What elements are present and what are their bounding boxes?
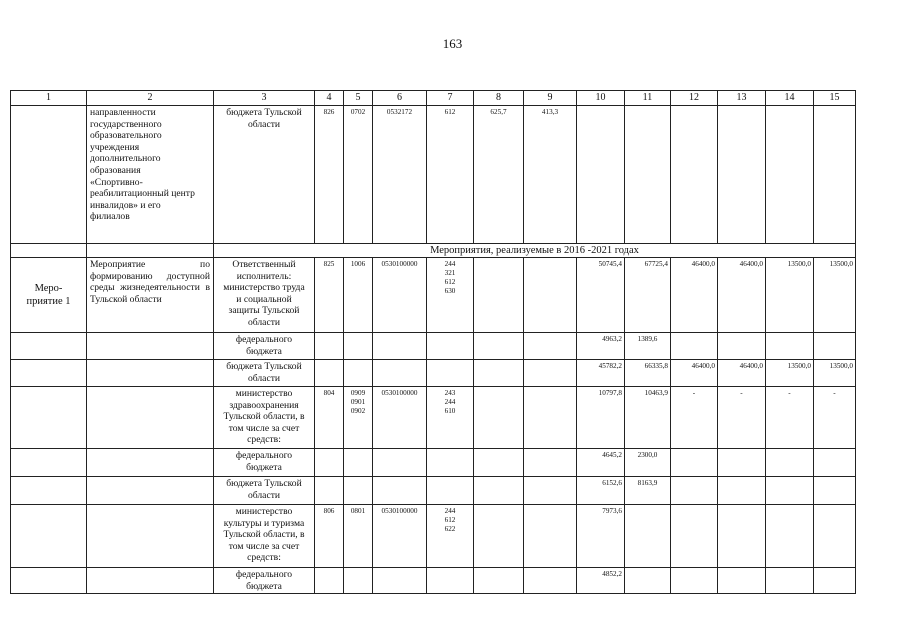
activity-description: Мероприятие по формированию доступной среды жизнедеятельности в Тульской области [87,258,214,333]
section-code: 0801 [344,505,373,568]
table-cell [718,333,766,360]
value-col-10: 45782,2 [577,360,625,387]
expense-type-code: 244 612 622 [427,505,474,568]
value-col-11: 66335,8 [625,360,671,387]
table-cell [427,568,474,594]
table-cell [87,449,214,477]
target-article-code: 0530100000 [373,258,427,333]
table-cell [427,360,474,387]
table-cell [315,477,344,505]
expense-type-code: 612 [427,106,474,244]
table-row [11,477,856,505]
table-cell [87,568,214,594]
funding-source: федерального бюджета [214,568,315,594]
table-cell [11,568,87,594]
table-cell [373,449,427,477]
expense-type-code: 244 321 612 630 [427,258,474,333]
co-executor: министерство культуры и туризма Тульской области, в том числе за счет средств: [214,505,315,568]
value-col-13: 46400,0 [718,258,766,333]
table-cell [344,449,373,477]
value-col-12: 46400,0 [671,360,718,387]
table-cell [87,387,214,449]
table-row [11,449,856,477]
table-cell [11,244,87,258]
table-cell [814,106,856,244]
table-cell [427,449,474,477]
responsible-executor: Ответственный исполнитель: министерство труда и социальной защиты Тульской области [214,258,315,333]
table-cell [814,505,856,568]
ministry-code: 804 [315,387,344,449]
table-cell [671,449,718,477]
table-cell [718,449,766,477]
column-number: 13 [718,91,766,106]
table-cell [671,333,718,360]
co-executor: министерство здравоохранения Тульской области, в том числе за счет средств: [214,387,315,449]
funding-source: бюджета Тульской области [214,106,315,244]
column-number: 6 [373,91,427,106]
column-number: 2 [87,91,214,106]
value-col-10: 4963,2 [577,333,625,360]
table-row [11,360,856,387]
column-number: 1 [11,91,87,106]
value-col-11: 10463,9 [625,387,671,449]
table-cell [373,477,427,505]
table-cell [474,258,524,333]
value-col-12: 46400,0 [671,258,718,333]
table-cell [87,244,214,258]
table-cell [344,477,373,505]
value-col-15: 13500,0 [814,258,856,333]
section-title: Мероприятия, реализуемые в 2016 -2021 годах [214,244,856,258]
table-cell [373,360,427,387]
table-cell [11,333,87,360]
target-article-code: 0532172 [373,106,427,244]
value-col-10: 4852,2 [577,568,625,594]
table-cell [11,449,87,477]
value-col-11: 2300,0 [625,449,671,477]
column-number: 11 [625,91,671,106]
table-cell [718,505,766,568]
table-cell [315,568,344,594]
value-col-10: 6152,6 [577,477,625,505]
table-cell [671,505,718,568]
value-col-14: - [766,387,814,449]
table-cell [671,568,718,594]
table-cell [577,106,625,244]
table-cell [718,568,766,594]
activity-label: Меро- приятие 1 [11,258,87,333]
column-number: 5 [344,91,373,106]
table-cell [474,360,524,387]
institution-description: направленности государственного образовательного учреждения дополнительного образования «Спортивно- реабилитационный центр инвалидов» и его филиалов [87,106,214,244]
table-cell [87,333,214,360]
section-code: 0702 [344,106,373,244]
section-row [11,244,856,258]
value-col-10: 50745,4 [577,258,625,333]
table-cell [718,106,766,244]
table-cell [344,568,373,594]
table-cell [524,387,577,449]
column-number: 12 [671,91,718,106]
ministry-code: 826 [315,106,344,244]
target-article-code: 0530100000 [373,505,427,568]
value-col-13: 46400,0 [718,360,766,387]
table-cell [625,505,671,568]
table-cell [11,477,87,505]
table-cell [427,333,474,360]
table-cell [474,505,524,568]
value-col-14: 13500,0 [766,360,814,387]
table-cell [625,568,671,594]
table-cell [524,449,577,477]
table-cell [718,477,766,505]
table-cell [814,333,856,360]
ministry-code: 825 [315,258,344,333]
table-row [11,106,856,244]
table-row [11,333,856,360]
table-cell [474,568,524,594]
table-cell [344,333,373,360]
table-cell [766,333,814,360]
target-article-code: 0530100000 [373,387,427,449]
value-col-11: 1389,6 [625,333,671,360]
funding-source: бюджета Тульской области [214,477,315,505]
page-number: 163 [442,36,463,51]
section-code: 0909 0901 0902 [344,387,373,449]
table-cell [625,106,671,244]
table-cell [766,477,814,505]
table-cell [87,477,214,505]
table-cell [373,333,427,360]
table-cell [524,333,577,360]
table-row [11,258,856,333]
table-cell [524,258,577,333]
table-cell [344,360,373,387]
column-number: 4 [315,91,344,106]
value-col-10: 10797,8 [577,387,625,449]
table-cell [11,505,87,568]
table-cell [814,449,856,477]
value-col-10: 4645,2 [577,449,625,477]
value-col-11: 8163,9 [625,477,671,505]
value-col-13: - [718,387,766,449]
column-number: 8 [474,91,524,106]
table-cell [474,387,524,449]
value-col-12: - [671,387,718,449]
table-cell [814,477,856,505]
value-col-8: 625,7 [474,106,524,244]
table-cell [766,568,814,594]
table-cell [524,477,577,505]
table-cell [427,477,474,505]
table-cell [766,505,814,568]
section-code: 1006 [344,258,373,333]
ministry-code: 806 [315,505,344,568]
funding-source: федерального бюджета [214,333,315,360]
table-cell [474,333,524,360]
table-cell [671,106,718,244]
column-number: 3 [214,91,315,106]
column-number-row [11,91,856,106]
table-row [11,505,856,568]
table-cell [474,477,524,505]
expense-type-code: 243 244 610 [427,387,474,449]
table-cell [11,360,87,387]
table-cell [766,106,814,244]
table-cell [814,568,856,594]
value-col-10: 7973,6 [577,505,625,568]
table-cell [11,387,87,449]
funding-source: бюджета Тульской области [214,360,315,387]
column-number: 9 [524,91,577,106]
table-cell [315,333,344,360]
table-cell [524,360,577,387]
table-cell [524,568,577,594]
value-col-9: 413,3 [524,106,577,244]
table-cell [87,505,214,568]
funding-source: федерального бюджета [214,449,315,477]
table-cell [87,360,214,387]
table-cell [474,449,524,477]
value-col-11: 67725,4 [625,258,671,333]
column-number: 7 [427,91,474,106]
table-cell [524,505,577,568]
table-cell [11,106,87,244]
value-col-15: - [814,387,856,449]
table-row [11,387,856,449]
column-number: 10 [577,91,625,106]
value-col-15: 13500,0 [814,360,856,387]
table-cell [315,360,344,387]
table-row [11,568,856,594]
table-cell [766,449,814,477]
table-cell [315,449,344,477]
table-cell [373,568,427,594]
table-cell [671,477,718,505]
value-col-14: 13500,0 [766,258,814,333]
budget-table [10,90,856,594]
column-number: 14 [766,91,814,106]
column-number: 15 [814,91,856,106]
